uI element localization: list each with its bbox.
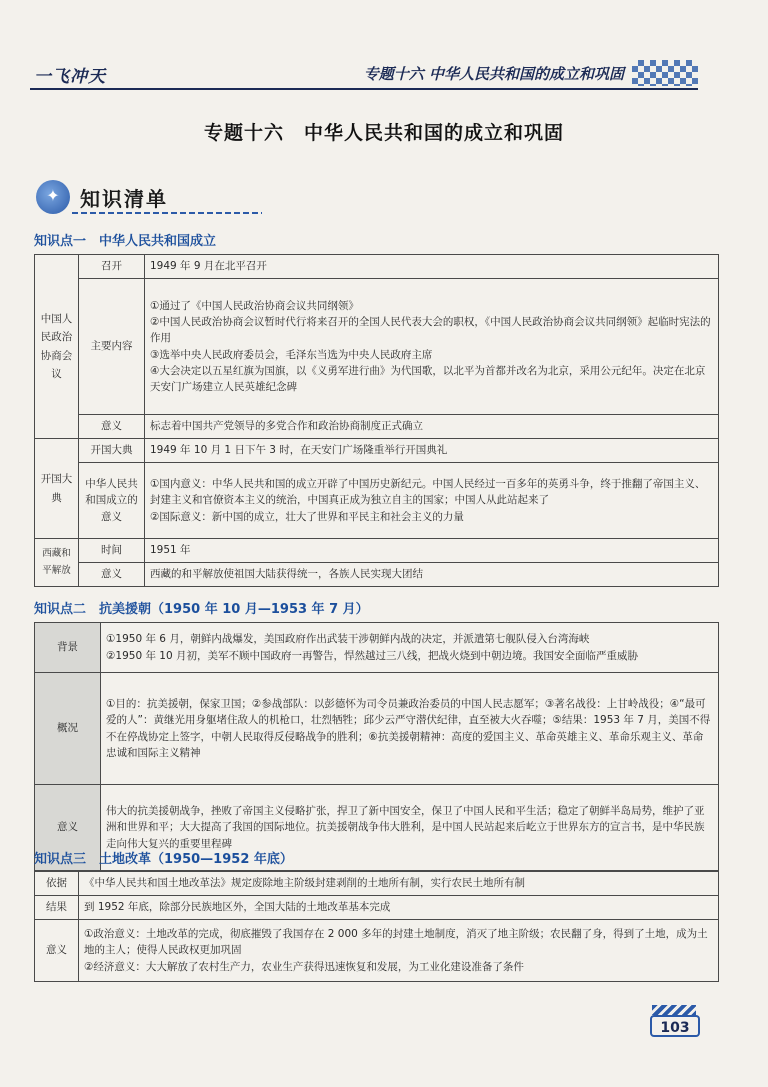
cell-list [79, 920, 719, 982]
list-item: ②经济意义：大大解放了农村生产力，农业生产获得迅速恢复和发展，为工业化建设准备了条件 [84, 960, 524, 973]
kp2-table [34, 622, 719, 871]
row-label: 意义 [79, 415, 145, 439]
list-item: ①1950 年 6 月，朝鲜内战爆发，美国政府作出武装干涉朝鲜内战的决定，并派遣第七舰队侵入台湾海峡 [106, 633, 590, 646]
list-item: ④大会决定以五星红旗为国旗，以《义勇军进行曲》为代国歌，以北平为首都并改名为北京，采用公元纪年。决定在北京天安门广场建立人民英雄纪念碑 [150, 364, 706, 394]
cell-list [145, 279, 719, 415]
page-number-badge [648, 1005, 704, 1037]
cell-text: 西藏的和平解放使祖国大陆获得统一，各族人民实现大团结 [145, 563, 719, 587]
section-label: 知识清单 [80, 187, 168, 211]
brand-logo-text: 一飞冲天 [34, 67, 106, 87]
kp1-heading: 知识点一 中华人民共和国成立 [34, 234, 217, 249]
header-rule [30, 88, 698, 90]
cell-list [101, 623, 719, 673]
group-label-ceremony: 开国大典 [35, 439, 79, 539]
row-label: 时间 [79, 539, 145, 563]
cell-text: 《中华人民共和国土地改革法》规定废除地主阶级封建剥削的土地所有制，实行农民土地所有制 [79, 872, 719, 896]
row-label: 中华人民共和国成立的意义 [79, 463, 145, 539]
stripe-icon [652, 1005, 696, 1015]
globe-icon: ✦ [36, 180, 70, 214]
row-label: 开国大典 [79, 439, 145, 463]
list-item: ①国内意义：中华人民共和国的成立开辟了中国历史新纪元。中国人民经过一百多年的英勇斗争，终于推翻了帝国主义、封建主义和官僚资本主义的统治，中国真正成为独立自主的国家；中国人从此站起来了 [150, 478, 706, 507]
table-row [35, 415, 719, 439]
cell-text: 标志着中国共产党领导的多党合作和政治协商制度正式确立 [145, 415, 719, 439]
cell-text: 伟大的抗美援朝战争，挫败了帝国主义侵略扩张，捍卫了新中国安全，保卫了中国人民和平生活；稳定了朝鲜半岛局势，维护了亚洲和世界和平；大大提高了我国的国际地位。抗美援朝战争伟大胜利，是中国人民站起来后屹立于世界东方的宣言书，是中华民族走向伟大复兴的重要里程碑 [101, 785, 719, 871]
cell-text: 到 1952 年底，除部分民族地区外，全国大陆的土地改革基本完成 [79, 896, 719, 920]
group-label-cppcc: 中国人民政治协商会议 [35, 255, 79, 439]
kp3-heading: 知识点三 土地改革（1950—1952 年底） [34, 852, 293, 867]
table-row [35, 463, 719, 539]
group-label-tibet: 西藏和平解放 [35, 539, 79, 587]
cell-list [145, 463, 719, 539]
section-badge [36, 180, 262, 214]
table-row [35, 896, 719, 920]
table-row [35, 623, 719, 673]
running-header-title: 专题十六 中华人民共和国的成立和巩固 [363, 65, 624, 83]
row-label: 召开 [79, 255, 145, 279]
running-header [30, 58, 698, 90]
table-row [35, 439, 719, 463]
row-label: 意义 [79, 563, 145, 587]
row-label: 意义 [35, 785, 101, 871]
cell-text: ①目的：抗美援朝，保家卫国；②参战部队：以彭德怀为司令员兼政治委员的中国人民志愿军；③著名战役：上甘岭战役；④“最可爱的人”：黄继光用身躯堵住敌人的机枪口，壮烈牺牲；邱少云严守潜伏纪律，直至被大火吞噬；⑤结果：1953 年 7 月，美国不得不在停战协定上签字，中朝人民取得反侵略战争的胜利；⑥抗美援朝精神：高度的爱国主义、革命英雄主义、革命乐观主义、革命忠诚和国际主义精神 [101, 673, 719, 785]
list-item: ①政治意义：土地改革的完成，彻底摧毁了我国存在 2 000 多年的封建土地制度，消灭了地主阶级；农民翻了身，得到了土地，成为土地的主人；使得人民政权更加巩固 [84, 928, 708, 957]
kp3-table [34, 871, 719, 982]
list-item: ②国际意义：新中国的成立，壮大了世界和平民主和社会主义的力量 [150, 510, 464, 523]
table-row [35, 872, 719, 896]
list-item: ②中国人民政治协商会议暂时代行将来召开的全国人民代表大会的职权，《中国人民政治协商会议共同纲领》起临时宪法的作用 [150, 315, 711, 345]
page-title: 专题十六 中华人民共和国的成立和巩固 [203, 122, 564, 144]
checker-pattern-icon [632, 60, 698, 86]
cell-text: 1949 年 9 月在北平召开 [145, 255, 719, 279]
row-label: 背景 [35, 623, 101, 673]
section-underline [72, 212, 262, 214]
table-row [35, 539, 719, 563]
table-row [35, 255, 719, 279]
row-label: 概况 [35, 673, 101, 785]
table-row [35, 920, 719, 982]
row-label: 依据 [35, 872, 79, 896]
table-row [35, 563, 719, 587]
page-number: 103 [650, 1015, 700, 1037]
list-item: ②1950 年 10 月初，美军不顾中国政府一再警告，悍然越过三八线，把战火烧到中朝边境。我国安全面临严重威胁 [106, 649, 639, 662]
list-item: ③选举中央人民政府委员会，毛泽东当选为中央人民政府主席 [150, 348, 433, 361]
table-row [35, 279, 719, 415]
cell-text: 1949 年 10 月 1 日下午 3 时，在天安门广场隆重举行开国典礼 [145, 439, 719, 463]
row-label: 结果 [35, 896, 79, 920]
kp1-table [34, 254, 719, 587]
kp2-heading: 知识点二 抗美援朝（1950 年 10 月—1953 年 7 月） [34, 602, 369, 617]
cell-text: 1951 年 [145, 539, 719, 563]
table-row [35, 673, 719, 785]
list-item: ①通过了《中国人民政治协商会议共同纲领》 [150, 299, 359, 312]
row-label: 意义 [35, 920, 79, 982]
row-label: 主要内容 [79, 279, 145, 415]
